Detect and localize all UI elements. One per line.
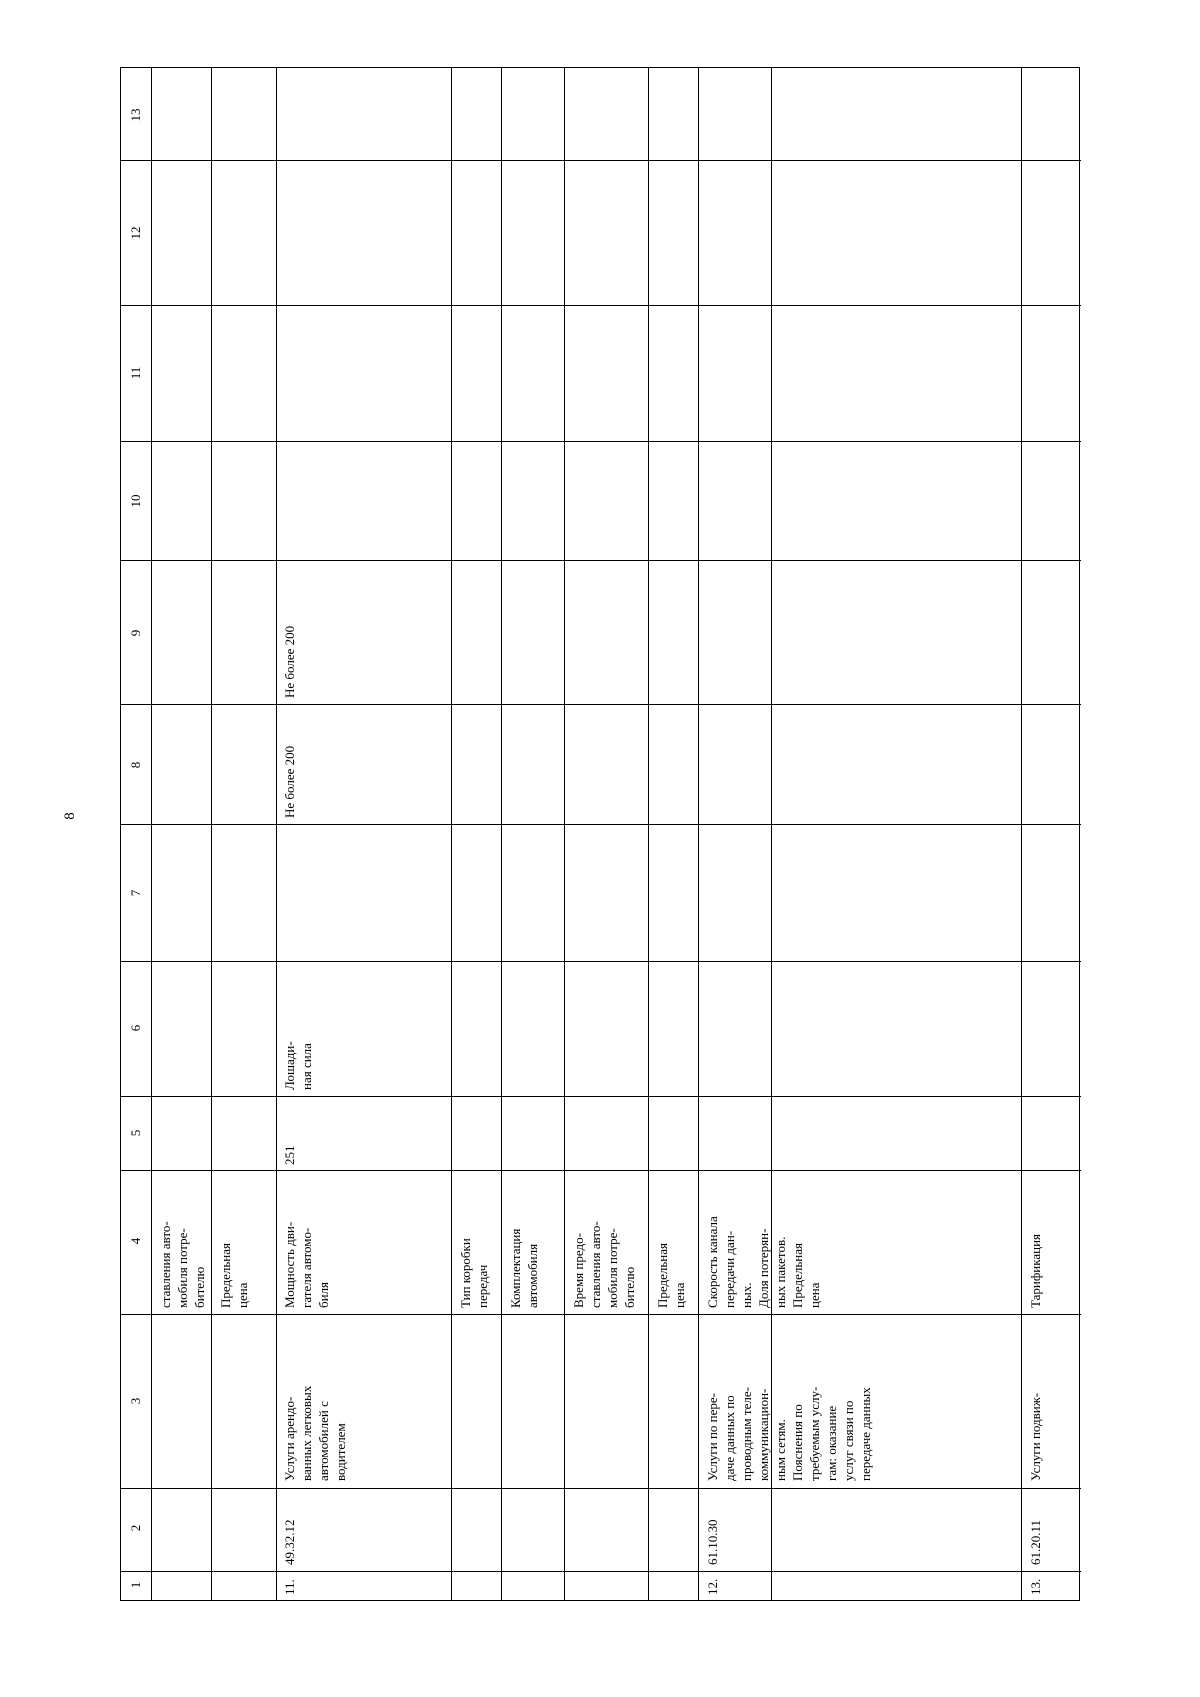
cell-c8: Не более 200: [282, 745, 297, 818]
col-header-7: 7: [128, 889, 143, 897]
cell-c1: 11.: [282, 1579, 297, 1595]
col-header-8: 8: [128, 761, 143, 769]
cell-c4: Предельная цена: [218, 1243, 250, 1308]
col-header-5: 5: [128, 1129, 143, 1137]
rotated-table: [120, 67, 1080, 1601]
cell-c4: Время предо- ставления авто- мобиля потре- бителю: [571, 1221, 637, 1308]
cell-c1: 13.: [1028, 1578, 1043, 1595]
cell-c4: Тип коробки передач: [458, 1238, 490, 1308]
col-header-9: 9: [128, 629, 143, 637]
cell-c4: Комплектация автомобиля: [508, 1228, 540, 1308]
cell-c3: Услуги подвиж-: [1028, 1392, 1043, 1481]
cell-c4: Скорость канала передачи дан- ных. Доля потерян- ных пакетов. Предельная цена: [705, 1216, 822, 1308]
cell-c2: 49.32.12: [282, 1519, 297, 1565]
col-header-3: 3: [128, 1397, 143, 1405]
cell-c3: Услуги по пере- даче данных по проводным теле- коммуникацион- ным сетям. Пояснения по требуемым услу- гам: оказание услуг связи по передаче данных: [705, 1386, 873, 1481]
col-header-6: 6: [128, 1024, 143, 1032]
cell-c4: ставления авто- мобиля потре- бителю: [158, 1221, 207, 1308]
col-header-11: 11: [128, 366, 143, 380]
cell-c4: Тарификация: [1028, 1233, 1043, 1308]
page-number: 8: [62, 812, 78, 820]
cell-c2: 61.10.30: [705, 1519, 720, 1565]
cell-c1: 12.: [705, 1578, 720, 1595]
col-header-13: 13: [128, 108, 143, 122]
cell-c4: Мощность дви- гателя автомо- биля: [282, 1221, 331, 1308]
col-header-12: 12: [128, 226, 143, 240]
cell-c3: Услуги арендо- ванных легковых автомобилей с водителем: [282, 1385, 348, 1481]
col-header-1: 1: [128, 1581, 143, 1589]
cell-c9: Не более 200: [282, 625, 297, 698]
cell-c6: Лошади- ная сила: [282, 1041, 314, 1090]
col-header-2: 2: [128, 1524, 143, 1532]
cell-c2: 61.20.11: [1028, 1519, 1043, 1565]
col-header-10: 10: [128, 494, 143, 508]
cell-c5: 251: [282, 1145, 297, 1165]
cell-c4: Предельная цена: [655, 1243, 687, 1308]
col-header-4: 4: [128, 1237, 143, 1245]
